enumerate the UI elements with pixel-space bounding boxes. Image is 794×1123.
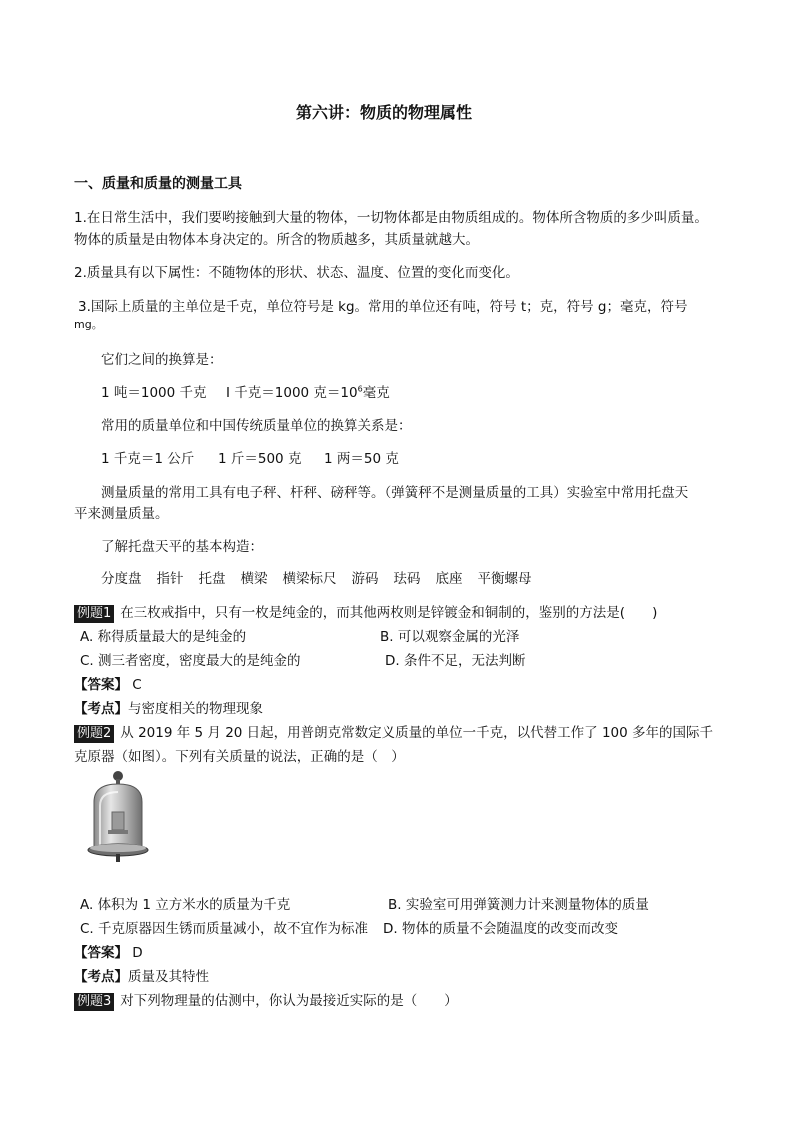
balance-structure-intro: 了解托盘天平的基本构造： <box>101 539 263 555</box>
point-label: 【考点】 <box>74 701 128 717</box>
example-1-option-a: A. 称得质量最大的是纯金的 <box>80 629 247 645</box>
part-item: 分度盘 <box>101 571 142 587</box>
tools-line-2: 平来测量质量。 <box>74 506 169 522</box>
example-1-option-b: B. 可以观察金属的光泽 <box>380 629 520 645</box>
example-1-question <box>74 601 657 623</box>
example-1-option-c: C. 测三者密度，密度最大的是纯金的 <box>80 653 301 669</box>
example-2-question-text: 从 2019 年 5 月 20 日起，用普朗克常数定义质量的单位一千克，以代替工作了 100 多年的国际千 <box>120 725 714 741</box>
point-label: 【考点】 <box>74 969 128 985</box>
part-item: 珐码 <box>393 571 421 587</box>
section-heading: 一、质量和质量的测量工具 <box>74 176 242 192</box>
example-2-option-c: C. 千克原器因生锈而质量减小，故不宜作为标准 <box>80 921 369 937</box>
example-1-point <box>74 697 263 717</box>
example-2-point <box>74 965 209 985</box>
example-1-option-d: D. 条件不足，无法判断 <box>385 653 526 669</box>
point-value: 与密度相关的物理现象 <box>128 701 263 717</box>
answer-value: C <box>132 677 142 693</box>
tools-line-1: 测量质量的常用工具有电子秤、杆秤、磅秤等。（弹簧秤不是测量质量的工具）实验室中常用托盘天 <box>101 485 689 501</box>
page-title: 第六讲：物质的物理属性 <box>296 103 473 122</box>
example-tag-label: 例题 <box>77 726 104 741</box>
para-3-line-2: mg。 <box>74 318 103 331</box>
part-item: 横梁标尺 <box>282 571 337 587</box>
example-tag-label: 例题 <box>77 606 104 621</box>
conversion-intro: 它们之间的换算是： <box>101 352 223 368</box>
conversion-kg-exponent: 6 <box>357 384 363 394</box>
part-item: 游码 <box>351 571 379 587</box>
balance-parts-list <box>101 567 532 587</box>
example-2-option-d: D. 物体的质量不会随温度的改变而改变 <box>383 921 618 937</box>
example-3-question-text: 对下列物理量的估测中，你认为最接近实际的是（ ） <box>120 993 458 1009</box>
example-2-question-line-1 <box>74 721 713 743</box>
para-3-line-1: 3.国际上质量的主单位是千克，单位符号是 kg。常用的单位还有吨，符号 t；克，符号 g；毫克，符号 <box>78 299 688 315</box>
part-item: 指针 <box>156 571 184 587</box>
part-item: 托盘 <box>198 571 226 587</box>
para-1-line-1: 1.在日常生活中，我们要哟接触到大量的物体，一切物体都是由物质组成的。物体所含物质的多少叫质量。 <box>74 210 708 226</box>
part-item: 横梁 <box>240 571 268 587</box>
conversion-kg-text: I 千克＝1000 克＝10 <box>226 385 358 401</box>
conversion-kg <box>226 381 390 401</box>
example-tag <box>74 725 114 743</box>
example-2-answer <box>74 941 143 961</box>
example-2-question-line-2: 克原器（如图）。下列有关质量的说法，正确的是（ ） <box>74 749 405 765</box>
conversion-ton: 1 吨＝1000 千克 <box>101 385 207 401</box>
answer-label: 【答案】 <box>74 945 128 961</box>
example-tag-number: 1 <box>103 606 112 621</box>
part-item: 平衡螺母 <box>477 571 532 587</box>
conversion-liang: 1 两＝50 克 <box>324 451 399 467</box>
conversion-kg-tail: 毫克 <box>362 385 390 401</box>
conversion-jin: 1 斤＝500 克 <box>218 451 302 467</box>
example-1-question-text: 在三枚戒指中，只有一枚是纯金的，而其他两枚则是锌镀金和铜制的，鉴别的方法是( ) <box>120 605 658 621</box>
example-tag-number: 2 <box>103 726 112 741</box>
para-2: 2.质量具有以下属性：不随物体的形状、状态、温度、位置的变化而变化。 <box>74 265 519 281</box>
example-1-answer <box>74 673 142 693</box>
answer-value: D <box>132 945 143 961</box>
kilogram-prototype-image <box>82 768 154 864</box>
example-3-question <box>74 989 458 1011</box>
example-tag-number: 3 <box>103 994 112 1009</box>
part-item: 底座 <box>435 571 463 587</box>
traditional-units-intro: 常用的质量单位和中国传统质量单位的换算关系是： <box>101 418 412 434</box>
conversion-gongjin: 1 千克＝1 公斤 <box>101 451 195 467</box>
example-2-option-b: B. 实验室可用弹簧测力计来测量物体的质量 <box>388 897 649 913</box>
example-tag <box>74 993 114 1011</box>
point-value: 质量及其特性 <box>128 969 209 985</box>
example-tag-label: 例题 <box>77 994 104 1009</box>
example-tag <box>74 605 114 623</box>
answer-label: 【答案】 <box>74 677 128 693</box>
para-1-line-2: 物体的质量是由物体本身决定的。所含的物质越多，其质量就越大。 <box>74 232 479 248</box>
example-2-option-a: A. 体积为 1 立方米水的质量为千克 <box>80 897 291 913</box>
